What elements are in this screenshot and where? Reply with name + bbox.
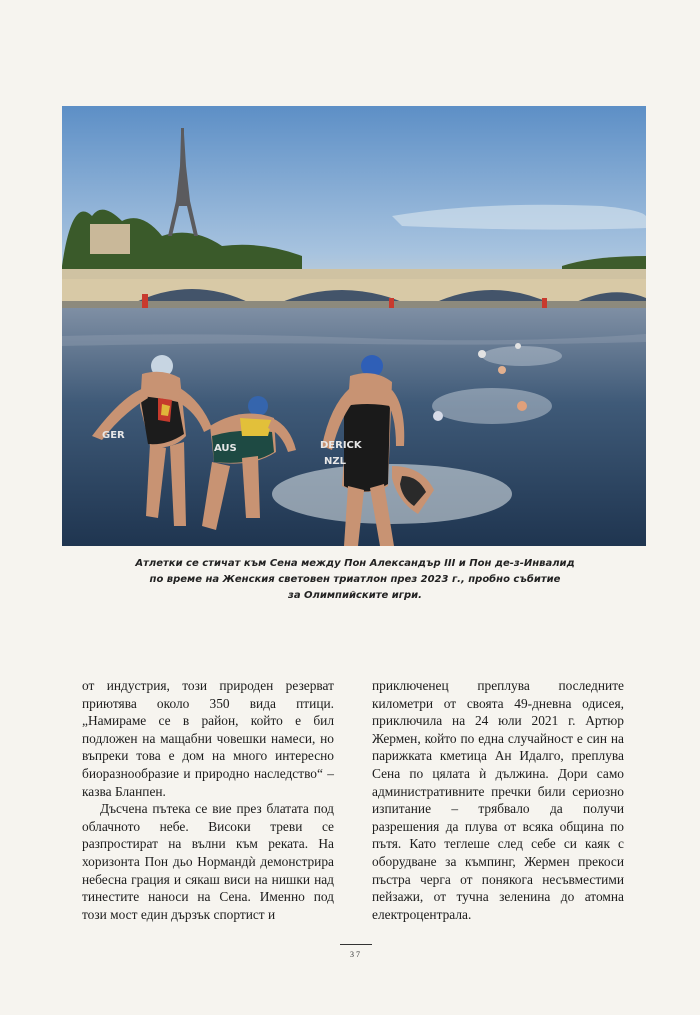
folio-rule [340,944,372,945]
photo-caption [120,556,590,604]
text-column-right [372,677,624,923]
photo-illustration [62,106,646,546]
paragraph: от индустрия, този природен резерват приютява около 350 вида птици. „Намираме се в район, който е бил подложен на мащабни човешки намеси, но въпреки това е дом на много интересно биоразнообразие и природно наследство“ – казва Бланпен. [82,678,334,799]
paragraph: Дъсчена пътека се вие през блатата под облачното небе. Високи треви се разпростират на вълни към реката. На хоризонта Пон дьо Нормандѝ демонстрира небесна грация и сякаш виси на нишки над тинестите наноси на Сена. Именно под този мост един дързък спортист и [82,801,334,922]
caption-line: за Олимпийските игри. [288,590,422,601]
swimsuit-label-ger: GER [102,430,125,441]
page-number: 37 [350,950,362,959]
caption-line: Атлетки се стичат към Сена между Пон Александър III и Пон де-з-Инвалид [135,558,575,569]
caption-line: по време на Женския световен триатлон през 2023 г., пробно събитие [149,574,561,585]
bridge [62,269,646,308]
paragraph: приключенец преплува последните километри от своята 49-дневна одисея, приключила на 24 юли 2021 г. Артюр Жермен, който по една случайност е син на парижката кметица Ан Идалго, преплува Сена по цялата ѝ дължина. Дори само административните пречки били сериозно изпитание – трябвало да получи разрешения да плува от всяка община по пътя. Като теглеше след себе си каяк с оборудване за къмпинг, Жермен прекоси пъстра черга от понякога несъвместими пейзажи, от тучна зеленина до атомна електроцентрала. [372,678,624,922]
swimsuit-label-aus: AUS [214,443,237,454]
text-column-left [82,677,334,923]
swimsuit-label-nzl: NZL [324,456,346,467]
photo-seine-triathlon [62,106,646,546]
swimsuit-label-derick: DERICK [320,440,362,451]
